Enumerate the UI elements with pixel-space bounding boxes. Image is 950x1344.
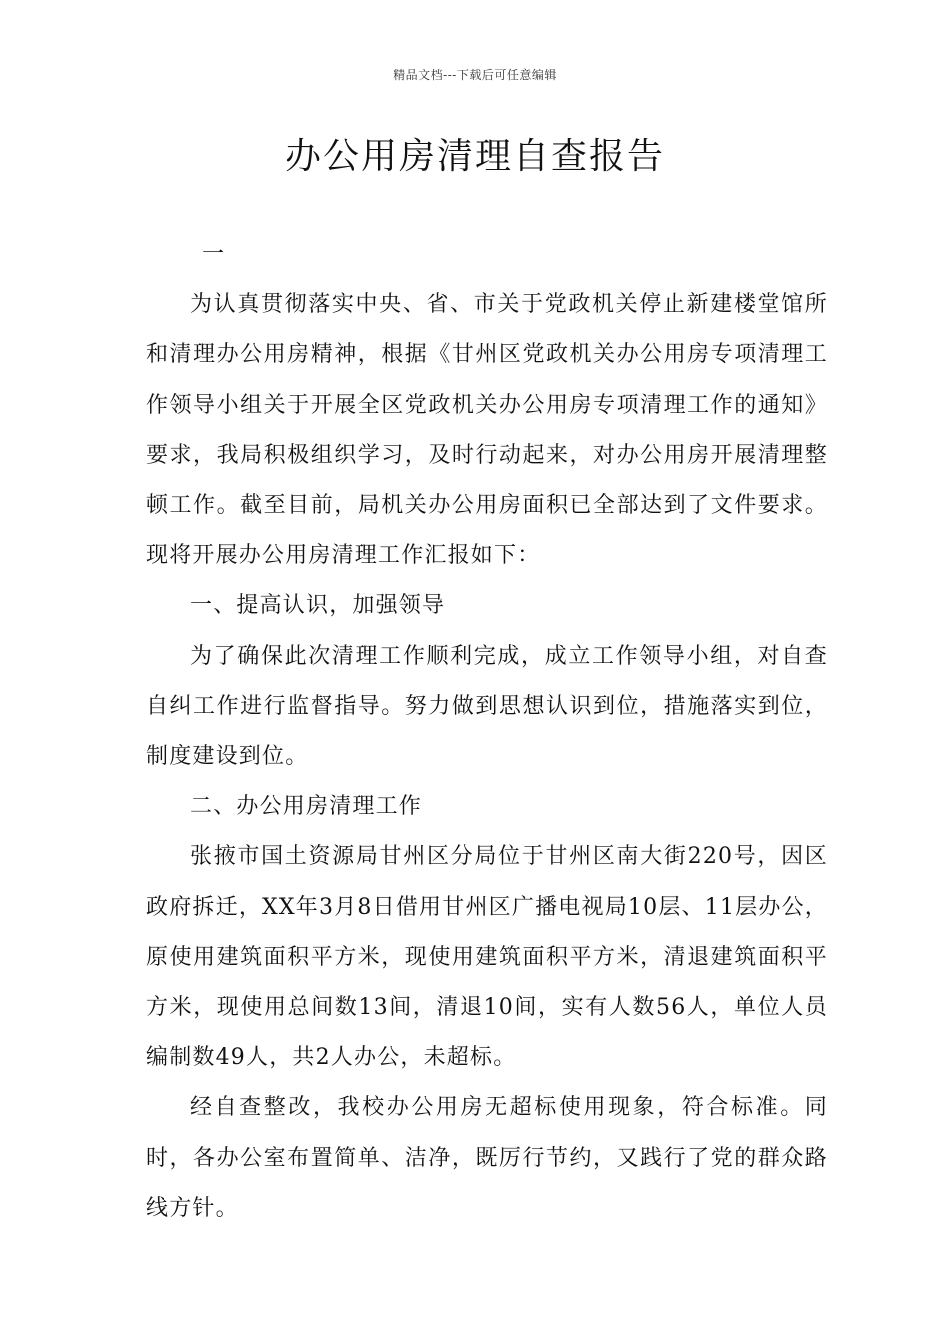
document-body [146, 230, 828, 1234]
paragraph-section-1: 为了确保此次清理工作顺利完成，成立工作领导小组，对自查自纠工作进行监督指导。努力做到思想认识到位，措施落实到位，制度建设到位。 [146, 643, 828, 770]
paragraph-intro: 为认真贯彻落实中央、省、市关于党政机关停止新建楼堂馆所和清理办公用房精神，根据《甘州区党政机关办公用房专项清理工作领导小组关于开展全区党政机关办公用房专项清理工作的通知》要求，我局积极组织学习，及时行动起来，对办公用房开展清理整顿工作。截至目前，局机关办公用房面积已全部达到了文件要求。现将开展办公用房清理工作汇报如下： [146, 292, 828, 569]
header-note: 精品文档---下载后可任意编辑 [393, 68, 557, 82]
paragraph-section-2: 张掖市国土资源局甘州区分局位于甘州区南大街220号，因区政府拆迁，XX年3月8日借用甘州区广播电视局10层、11层办公，原使用建筑面积平方米，现使用建筑面积平方米，清退建筑面积平方米，现使用总间数13间，清退10间，实有人数56人，单位人员编制数49人，共2人办公，未超标。 [146, 844, 828, 1071]
section-marker: 一 [202, 242, 226, 267]
heading-section-2: 二、办公用房清理工作 [190, 794, 423, 820]
heading-section-1: 一、提高认识，加强领导 [190, 593, 446, 619]
paragraph-conclusion: 经自查整改，我校办公用房无超标使用现象，符合标准。同时，各办公室布置简单、洁净，既厉行节约，又践行了党的群众路线方针。 [146, 1095, 828, 1221]
document-title: 办公用房清理自查报告 [284, 136, 665, 177]
